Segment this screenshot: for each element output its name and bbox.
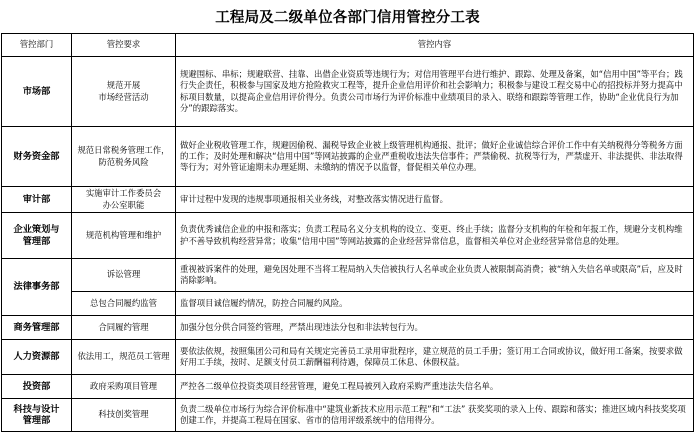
table-row — [2, 340, 694, 375]
table-row — [2, 127, 694, 187]
content-cell: 重视被诉案件的处理，避免因处理不当将工程局纳入失信被执行人名单或企业负责人被限制高消费；被“纳入失信名单或限高”后，应及时消除影响。 — [176, 259, 694, 292]
dept-cell: 财务资金部 — [2, 127, 72, 187]
content-cell: 做好企业税收管理工作，规避因偷税、漏税导致企业被上级管理机构通报、批评；做好企业诚信综合评价工作中有关纳税得分等税务方面的工作；及时处理和解决“信用中国”等网站披露的企业严重税收违法失信事件；严禁偷税、抗税等行为，严禁虚开、非法提供、非法取得等行为；对外管证逾期未办理延期、未缴纳的情况予以监督，督促相关单位办理。 — [176, 127, 694, 187]
requirement-cell: 规范开展 市场经营活动 — [72, 57, 176, 127]
header-content: 管控内容 — [176, 34, 694, 57]
requirement-cell: 政府采购项目管理 — [72, 375, 176, 399]
header-dept: 管控部门 — [2, 34, 72, 57]
content-cell: 负责二级单位市场行为综合评价标准中“建筑业新技术应用示范工程”和“工法” 获奖奖项的录入上传、跟踪和落实；推进区域内科技奖奖项创建工作，并提高工程局在国家、省市的信用评级系统中的信用得分。 — [176, 399, 694, 432]
dept-cell: 企业策划与 管理部 — [2, 213, 72, 259]
dept-cell: 商务管理部 — [2, 316, 72, 340]
document-title: 工程局及二级单位各部门信用管控分工表 — [215, 10, 480, 26]
table-row — [2, 375, 694, 399]
requirement-cell: 诉讼管理 — [72, 259, 176, 292]
content-cell: 加强分包分供合同签约管理，严禁出现违法分包和非法转包行为。 — [176, 316, 694, 340]
requirement-cell: 总包合同履约监管 — [72, 292, 176, 316]
header-requirement: 管控要求 — [72, 34, 176, 57]
table-row — [2, 292, 694, 316]
requirement-cell: 规范机构管理和维护 — [72, 213, 176, 259]
content-cell: 严控各二级单位投资类项目经营管理，避免工程局被列入政府采购严重违法失信名单。 — [176, 375, 694, 399]
dept-cell: 科技与设计 管理部 — [2, 399, 72, 432]
requirement-cell: 科技创奖管理 — [72, 399, 176, 432]
table-row — [2, 57, 694, 127]
requirement-cell: 规范日常税务管理工作，防范税务风险 — [72, 127, 176, 187]
requirement-cell: 依法用工，规范员工管理 — [72, 340, 176, 375]
dept-cell: 审计部 — [2, 187, 72, 213]
table-header-row — [2, 34, 694, 57]
requirement-cell: 合同履约管理 — [72, 316, 176, 340]
table-row — [2, 187, 694, 213]
content-cell: 监督项目诚信履约情况，防控合同履约风险。 — [176, 292, 694, 316]
content-cell: 审计过程中发现的违规事项通报相关业务线，对整改落实情况进行监督。 — [176, 187, 694, 213]
dept-cell: 市场部 — [2, 57, 72, 127]
dept-cell: 人力资源部 — [2, 340, 72, 375]
table-row — [2, 259, 694, 292]
content-cell: 要依法依规，按照集团公司和局有关规定完善员工录用审批程序，建立规范的员工手册；签订用工合同或协议，做好用工备案，按要求做好用工手续，按时、足额支付员工薪酬福利待遇，保障员工休息、休假权益。 — [176, 340, 694, 375]
dept-cell: 法律事务部 — [2, 259, 72, 316]
requirement-cell: 实施审计工作委员会 办公室职能 — [72, 187, 176, 213]
responsibility-table — [1, 33, 694, 432]
table-row — [2, 399, 694, 432]
table-row — [2, 316, 694, 340]
dept-cell: 投资部 — [2, 375, 72, 399]
content-cell: 负责优秀诚信企业的申报和落实；负责工程局名义分支机构的设立、变更、终止手续；监督分支机构的年检和年报工作，规避分支机构维护不善导致机构经营异常；收集“信用中国”等网站披露的企业经营异常信息，监督相关单位对企业经营异常信息的处理。 — [176, 213, 694, 259]
content-cell: 规避围标、串标；规避联营、挂靠、出借企业资质等违规行为；对信用管理平台进行维护、跟踪、处理及备案，如“信用中国”等平台；践行失企责任，积极参与国家及地方抢险救灾工程等，提升企业信用评价和社会影响力；积极参与建设工程交易中心的招投标并努力提高中标项目数量，以提高企业信用评价得分。负责公司市场行为评价标准中业绩项目的录入、联络和跟踪等管理工作，协助“企业优良行为加分”的跟踪落实。 — [176, 57, 694, 127]
table-row — [2, 213, 694, 259]
